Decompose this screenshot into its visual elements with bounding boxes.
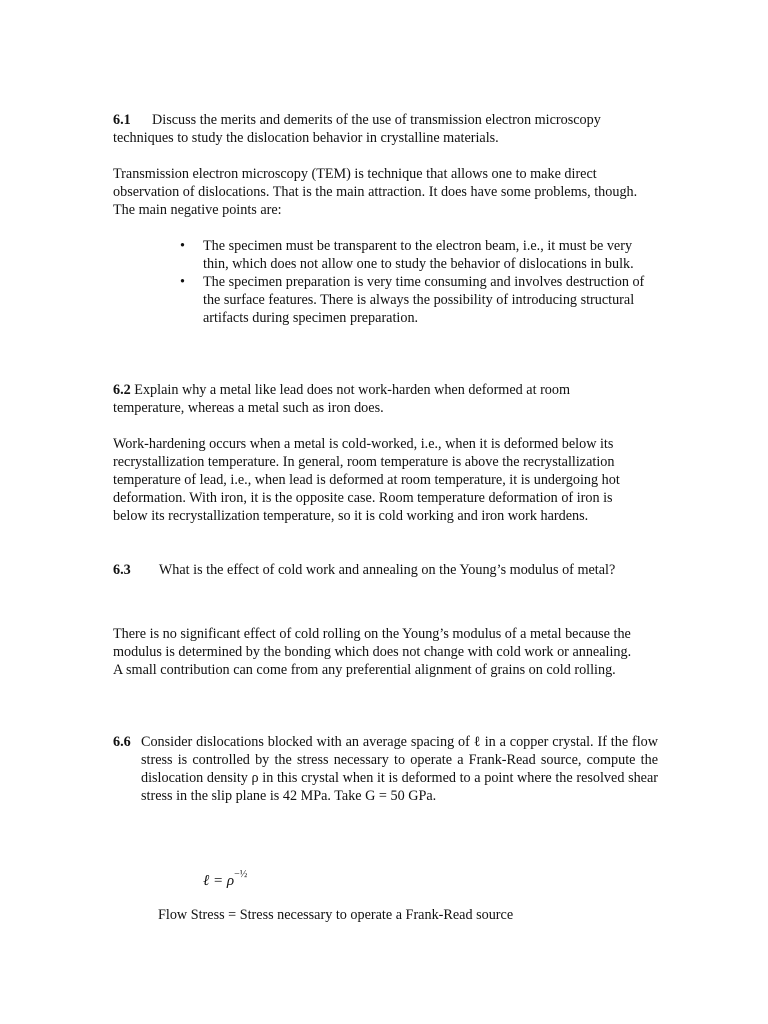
question-6-1 [113, 111, 643, 147]
bullet-icon: • [180, 274, 185, 290]
bullet-list [180, 237, 650, 327]
question-text: Explain why a metal like lead does not work-harden when deformed at room temperature, whereas a metal such as iron does. [113, 382, 571, 416]
question-6-3 [113, 561, 673, 579]
flow-stress-line: Flow Stress = Stress necessary to operate a Frank-Read source [158, 907, 514, 923]
list-item [180, 237, 650, 273]
question-number: 6.1 [113, 112, 131, 128]
question-number: 6.3 [113, 562, 131, 578]
question-text: Discuss the merits and demerits of the use of transmission electron microscopy techniques to study the dislocation behavior in crystalline materials. [113, 112, 601, 146]
answer-6-1: Transmission electron microscopy (TEM) is technique that allows one to make direct observation of dislocations. That is the main attraction. It does have some problems, though. The main negative points are: [113, 166, 638, 218]
question-6-6 [113, 733, 658, 805]
bullet-text: The specimen must be transparent to the electron beam, i.e., it must be very thin, which does not allow one to study the behavior of dislocations in bulk. [203, 238, 634, 272]
bullet-text: The specimen preparation is very time consuming and involves destruction of the surface features. There is always the possibility of introducing structural artifacts during specimen preparation. [203, 274, 645, 326]
list-item [180, 273, 650, 327]
density-formula [203, 866, 247, 890]
question-number: 6.2 [113, 382, 131, 398]
question-6-2 [113, 381, 643, 417]
answer-6-3: There is no significant effect of cold rolling on the Young’s modulus of a metal because the modulus is determined by the bonding which does not change with cold work or annealing. A small contribution can come from any preferential alignment of grains on cold rolling. [113, 626, 632, 678]
question-text: What is the effect of cold work and annealing on the Young’s modulus of metal? [158, 562, 616, 578]
bullet-icon: • [180, 238, 185, 254]
question-text: Consider dislocations blocked with an average spacing of ℓ in a copper crystal. If the flow stress is controlled by the stress necessary to operate a Frank-Read source, compute the dislocation density ρ in this crystal when it is deformed to a point where the resolved shear stress in the slip plane is 42 MPa. Take G = 50 GPa. [141, 734, 658, 804]
formula-exponent: −½ [234, 869, 248, 880]
formula-lhs: ℓ = ρ [203, 873, 235, 889]
question-number: 6.6 [113, 734, 131, 750]
answer-6-2: Work-hardening occurs when a metal is cold-worked, i.e., when it is deformed below its recrystallization temperature. In general, room temperature is above the recrystallization temperature of lead, i.e., when lead is deformed at room temperature, it is undergoing hot deformation. With iron, it is the opposite case. Room temperature deformation of iron is below its recrystallization temperature, so it is cold working and iron work hardens. [113, 436, 620, 524]
